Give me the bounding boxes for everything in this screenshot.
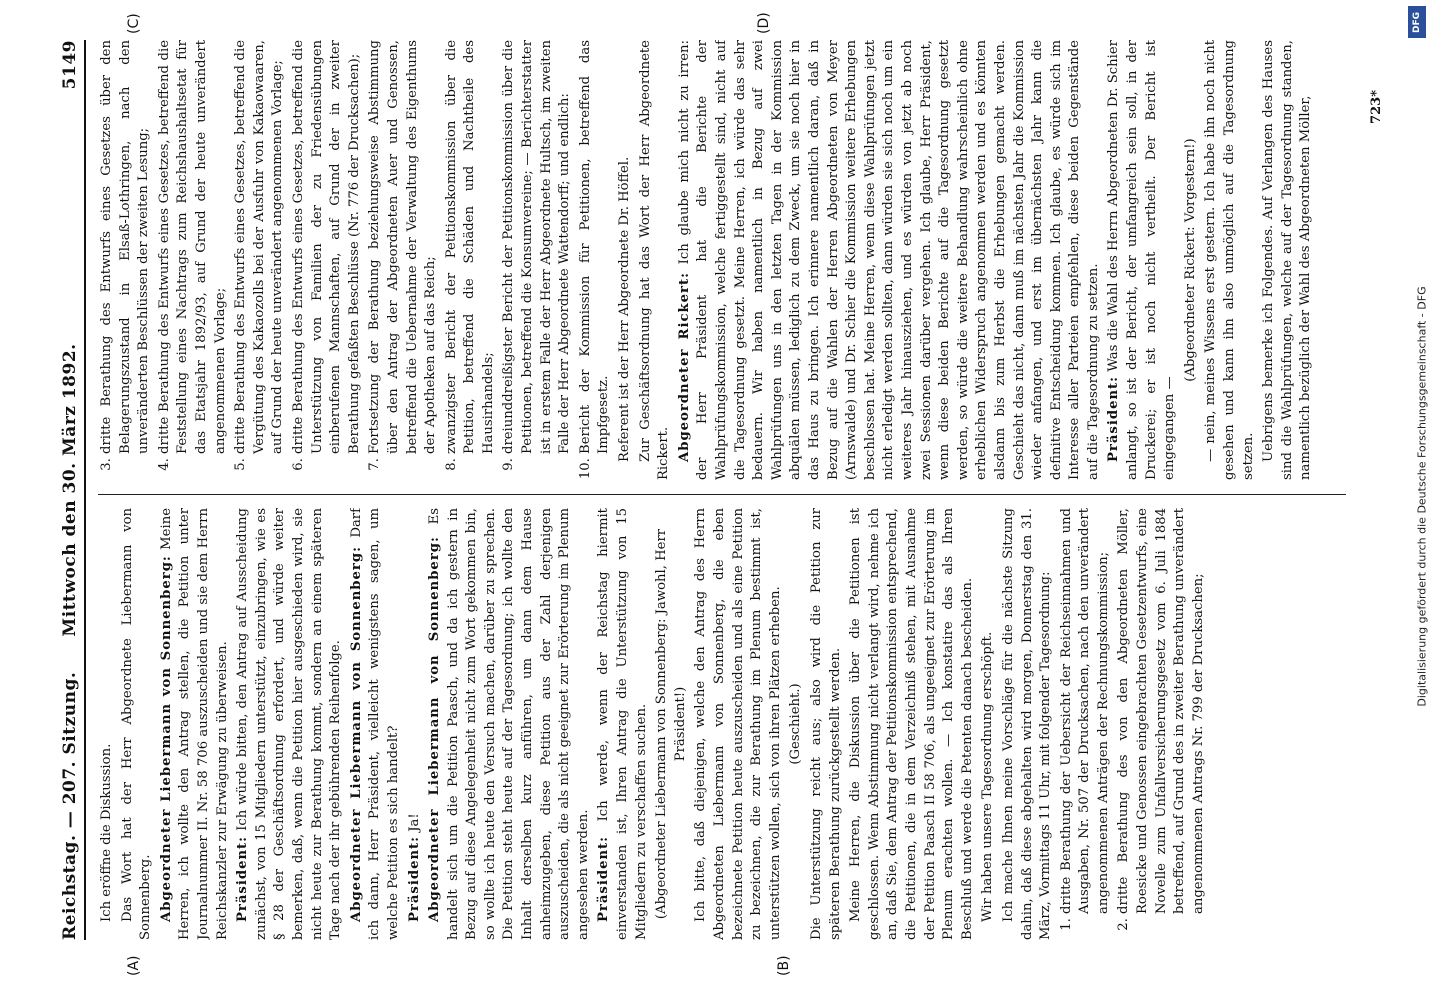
- speech-paragraph: [1105, 40, 1179, 480]
- paragraph: Ich bitte, daß diejenigen, welche den Antrag des Herrn Abgeordneten Liebermann von Sonnenberg, die eben bezeichnete Petition heute auszuscheiden und als eine Petition zu bezeichnen, die zur Berathung im Plenum bestimmt ist, unterstützen wollen, sich von ihren Plätzen erheben.: [693, 508, 783, 940]
- right-column: [98, 40, 1356, 480]
- paragraph: Ich mache Ihnen meine Vorschläge für die nächste Sitzung dahin, daß diese abgehalten wird morgen, Donnerstag den 31. März, Vormittags 11 Uhr, mit folgender Tagesordnung:: [1000, 508, 1054, 940]
- speech-text: Darf ich dann, Herr Präsident, vielleicht wenigstens sagen, um welche Petition es sich handelt?: [348, 508, 401, 940]
- speech-text: Ich werde, wenn der Reichstag hiermit einverstanden ist, Ihren Antrag die Unterstützung von 15 Mitgliedern zu verschaffen suchen.: [596, 508, 649, 940]
- agenda-item: 6. dritte Berathung des Entwurfs eines Gesetzes, betreffend die Unterstützung von Familien der zu Friedensübungen einberufenen Mannschaften, auf Grund der in zweiter Berathung gefaßten Beschlüsse (Nr. 776 der Drucksachen);: [290, 40, 364, 454]
- speaker-name: Präsident:: [1106, 375, 1122, 462]
- paragraph: — nein, meines Wissens erst gestern. Ich habe ihn noch nicht gesehen und kann ihn also unmöglich auf die Tagesordnung setzen.: [1203, 40, 1256, 480]
- paragraph: Meine Herren, die Diskussion über die Petitionen ist geschlossen. Wenn Abstimmung nicht verlangt wird, nehme ich an, daß Sie, dem Antrag der Petitionskommission entsprechend, die Petitionen, die in dem Verzeichniß stehen, mit Ausnahme der Petition Paasch II 58 706, als ungeeignet zur Erörterung im Plenum erachten wollen. — Ich konstatire das als Ihren Beschluß und werde die Petenten danach bescheiden.: [848, 508, 975, 940]
- speech-paragraph: [595, 508, 651, 940]
- speech-paragraph: [676, 40, 1104, 480]
- page-number: 5149: [60, 40, 80, 90]
- speaker-name: Abgeordneter Rickert:: [676, 272, 692, 462]
- agenda-list-continued: [98, 40, 614, 480]
- paragraph: Das Wort hat der Herr Abgeordnete Liebermann von Sonnenberg.: [119, 508, 154, 940]
- header-date: Mittwoch den 30. März 1892.: [60, 343, 80, 637]
- speech-paragraph: [348, 508, 404, 940]
- header-left: Reichstag. — 207. Sitzung.: [60, 671, 80, 940]
- stage-direction: (Geschieht.): [788, 683, 804, 765]
- agenda-item: 4. dritte Berathung des Entwurfs eines Gesetzes, betreffend die Feststellung eines Nachtrags zum Reichshaushaltsetat für das Etatsjahr 1892/93, auf Grund der heute unverändert angenommenen Vorlage;: [156, 40, 230, 454]
- agenda-item: 8. zwanzigster Bericht der Petitionskommission über die Petition, betreffend die Schäden und Nachtheile des Hausirhandels;: [443, 40, 499, 454]
- speech-text: Meine Herren, ich wollte den Antrag stellen, die Petition unter Journalnummer II. Nr. 58 706 auszuscheiden und sie dem Herrn Reichskanzler zur Erwägung zu überweisen.: [158, 508, 230, 940]
- paragraph: Zur Geschäftsordnung hat das Wort der Herr Abgeordnete Rickert.: [637, 40, 672, 480]
- agenda-list: [1058, 508, 1209, 940]
- speaker-name: Abgeordneter Liebermann von Sonnenberg:: [427, 536, 443, 922]
- margin-marker-c: (C): [126, 13, 142, 34]
- paragraph: Referent ist der Herr Abgeordnete Dr. Höffel.: [617, 156, 633, 462]
- speaker-name: Präsident:: [406, 835, 422, 922]
- speaker-name: Präsident:: [596, 835, 612, 922]
- paragraph: Wir haben unsere Tagesordnung erschöpft.: [980, 631, 996, 922]
- agenda-item: 10. Bericht der Kommission für Petitionen, betreffend das Impfgesetz.: [577, 40, 614, 454]
- agenda-item: 2. dritte Berathung des von den Abgeordneten Möller, Roesicke und Genossen eingebrachten Gesetzentwurfs, eine Novelle zum Unfallversicherungsgesetz vom 6. Juli 1884 betreffend, auf Grund des in zweiter Berathung unverändert angenommenen Antrags Nr. 799 der Drucksachen;: [1115, 508, 1208, 914]
- paragraph: Die Unterstützung reicht aus; also wird die Petition zur späteren Berathung zurückgestellt werden.: [808, 508, 843, 940]
- agenda-item: 9. dreiunddreißigster Bericht der Petitionskommission über die Petitionen, betreffend die Konsumvereine; — Berichterstatter ist in erstem Falle der Herr Abgeordnete Hultsch, im zweiten Falle der Herr Abgeordnete Wattendorff; und endlich:: [500, 40, 574, 454]
- paragraph: Ich eröffne die Diskussion.: [99, 743, 114, 922]
- printer-signature: 723*: [1369, 90, 1384, 124]
- margin-marker-a: (A): [126, 955, 142, 976]
- speech-text: Was die Wahl des Herrn Abgeordneten Dr. Schier anlangt, so ist der Bericht, der umfangreich sein soll, in der Druckerei; er ist noch nicht vertheilt. Der Bericht ist eingegangen —: [1106, 40, 1178, 480]
- margin-marker-b: (B): [776, 955, 792, 976]
- rotated-document-page: [16, 0, 1416, 1000]
- left-column: [98, 508, 1356, 940]
- agenda-item: 1. dritte Berathung der Uebersicht der Reichseinnahmen und Ausgaben, Nr. 507 der Drucksachen, nach den unverändert angenommenen Anträgen der Rechnungskommission;: [1058, 508, 1114, 914]
- column-divider: [98, 494, 1346, 495]
- page-header: [54, 40, 86, 940]
- speaker-name: Präsident:: [235, 835, 251, 922]
- agenda-item: 5. dritte Berathung des Entwurfs eines Gesetzes, betreffend die Vergütung des Kakaozolls bei der Ausfuhr von Kakaowaaren, auf Grund der heute unverändert angenommenen Vorlage;: [232, 40, 288, 454]
- speech-text: Es handelt sich um die Petition Paasch, und da ich gestern in Bezug auf diese Angelegenheit nicht zum Wort gekommen bin, so wollte ich heute den Versuch machen, darüber zu sprechen. Die Petition steht heute auf der Tagesordnung; ich wollte den Inhalt derselben kurz anführen, um dann dem Hause anheimzugeben, diese Petition aus der Zahl derjenigen auszuscheiden, die als nicht geeignet zur Erörterung im Plenum angesehen werden.: [427, 508, 591, 940]
- speech-text: Ich glaube mich nicht zu irren: der Herr Präsident hat die Berichte der Wahlprüfungskommission, welche fertiggestellt sind, nicht auf die Tagesordnung gesetzt. Meine Herren, ich würde das sehr bedauern. Wir haben namentlich in Bezug auf zwei Wahlprüfungen uns in den letzten Tagen in der Kommission abquälen müssen, lediglich zu dem Zweck, um sie noch hier in das Haus zu bringen. Ich erinnere namentlich daran, daß in Bezug auf die Wahlen der Herren Abgeordneten von Meyer (Arnswalde) und Dr. Schier die Kommission weitere Erhebungen beschlossen hat. Meine Herren, wenn diese Wahlprüfungen jetzt nicht erledigt werden sollten, dann würden sie sich noch um ein weiteres Jahr hinausziehen, und es würden von jetzt ab noch zwei Sessionen darüber vergehen. Ich glaube, Herr Präsident, wenn diese beiden Berichte auf die Tagesordnung gesetzt werden, so würde die weitere Behandlung wahrscheinlich ohne erheblichen Widerspruch angenommen werden und es könnten alsdann bis zum Herbst die Erhebungen gemacht werden. Geschieht das nicht, dann muß im nächsten Jahr die Kommission wieder anfangen, und erst im übernächsten Jahr kann die definitive Entscheidung kommen. Ich glaube, es würde sich im Interesse aller Parteien empfehlen, diese beiden Gegenstände auf die Tagesordnung zu setzen.: [676, 40, 1101, 480]
- speaker-name: Abgeordneter Liebermann von Sonnenberg:: [348, 546, 364, 922]
- interjection: (Abgeordneter Liebermann von Sonnenberg: Jawohl, Herr Präsident!): [654, 528, 688, 920]
- speech-text: Ja!: [406, 813, 422, 832]
- digitization-credit-strip: [1404, 0, 1432, 1000]
- speech-paragraph: [234, 508, 346, 940]
- margin-marker-d: (D): [756, 12, 772, 34]
- paragraph: Uebrigens bemerke ich Folgendes. Auf Verlangen des Hauses sind die Wahlprüfungen, welche auf der Tagesordnung standen, namentlich bezüglich der Wahl des Abgeordneten Möller,: [1261, 40, 1314, 480]
- speech-paragraph: [406, 508, 425, 940]
- digitization-credit: Digitalisierung gefördert durch die Deutsche Forschungsgemeinschaft - DFG: [1415, 286, 1429, 707]
- speech-paragraph: [426, 508, 593, 940]
- agenda-item: 3. dritte Berathung des Entwurfs eines Gesetzes über den Belagerungszustand in Elsaß-Lothringen, nach den unveränderten Beschlüssen der zweiten Lesung;: [98, 40, 154, 454]
- dfg-logo: DFG: [1408, 6, 1426, 38]
- speech-text: Ich würde bitten, den Antrag auf Ausscheidung zunächst, von 15 Mitgliedern unterstützt, einzubringen, wie es § 28 der Geschäftsordnung erfordert, und würde weiter bemerken, daß, wenn die Petition hier ausgeschieden wird, sie nicht heute zur Berathung kommt, sondern an einem späteren Tage nach der ihr gebührenden Reihenfolge.: [235, 508, 344, 940]
- interjection: (Abgeordneter Rickert: Vorgestern!): [1182, 138, 1198, 382]
- speech-paragraph: [158, 508, 232, 940]
- speaker-name: Abgeordneter Liebermann von Sonnenberg:: [158, 555, 174, 922]
- agenda-item: 7. Fortsetzung der Berathung beziehungsweise Abstimmung über den Antrag der Abgeordneten Auer und Genossen, betreffend die Uebernahme der Verwaltung des Eigenthums der Apotheken auf das Reich;: [366, 40, 440, 454]
